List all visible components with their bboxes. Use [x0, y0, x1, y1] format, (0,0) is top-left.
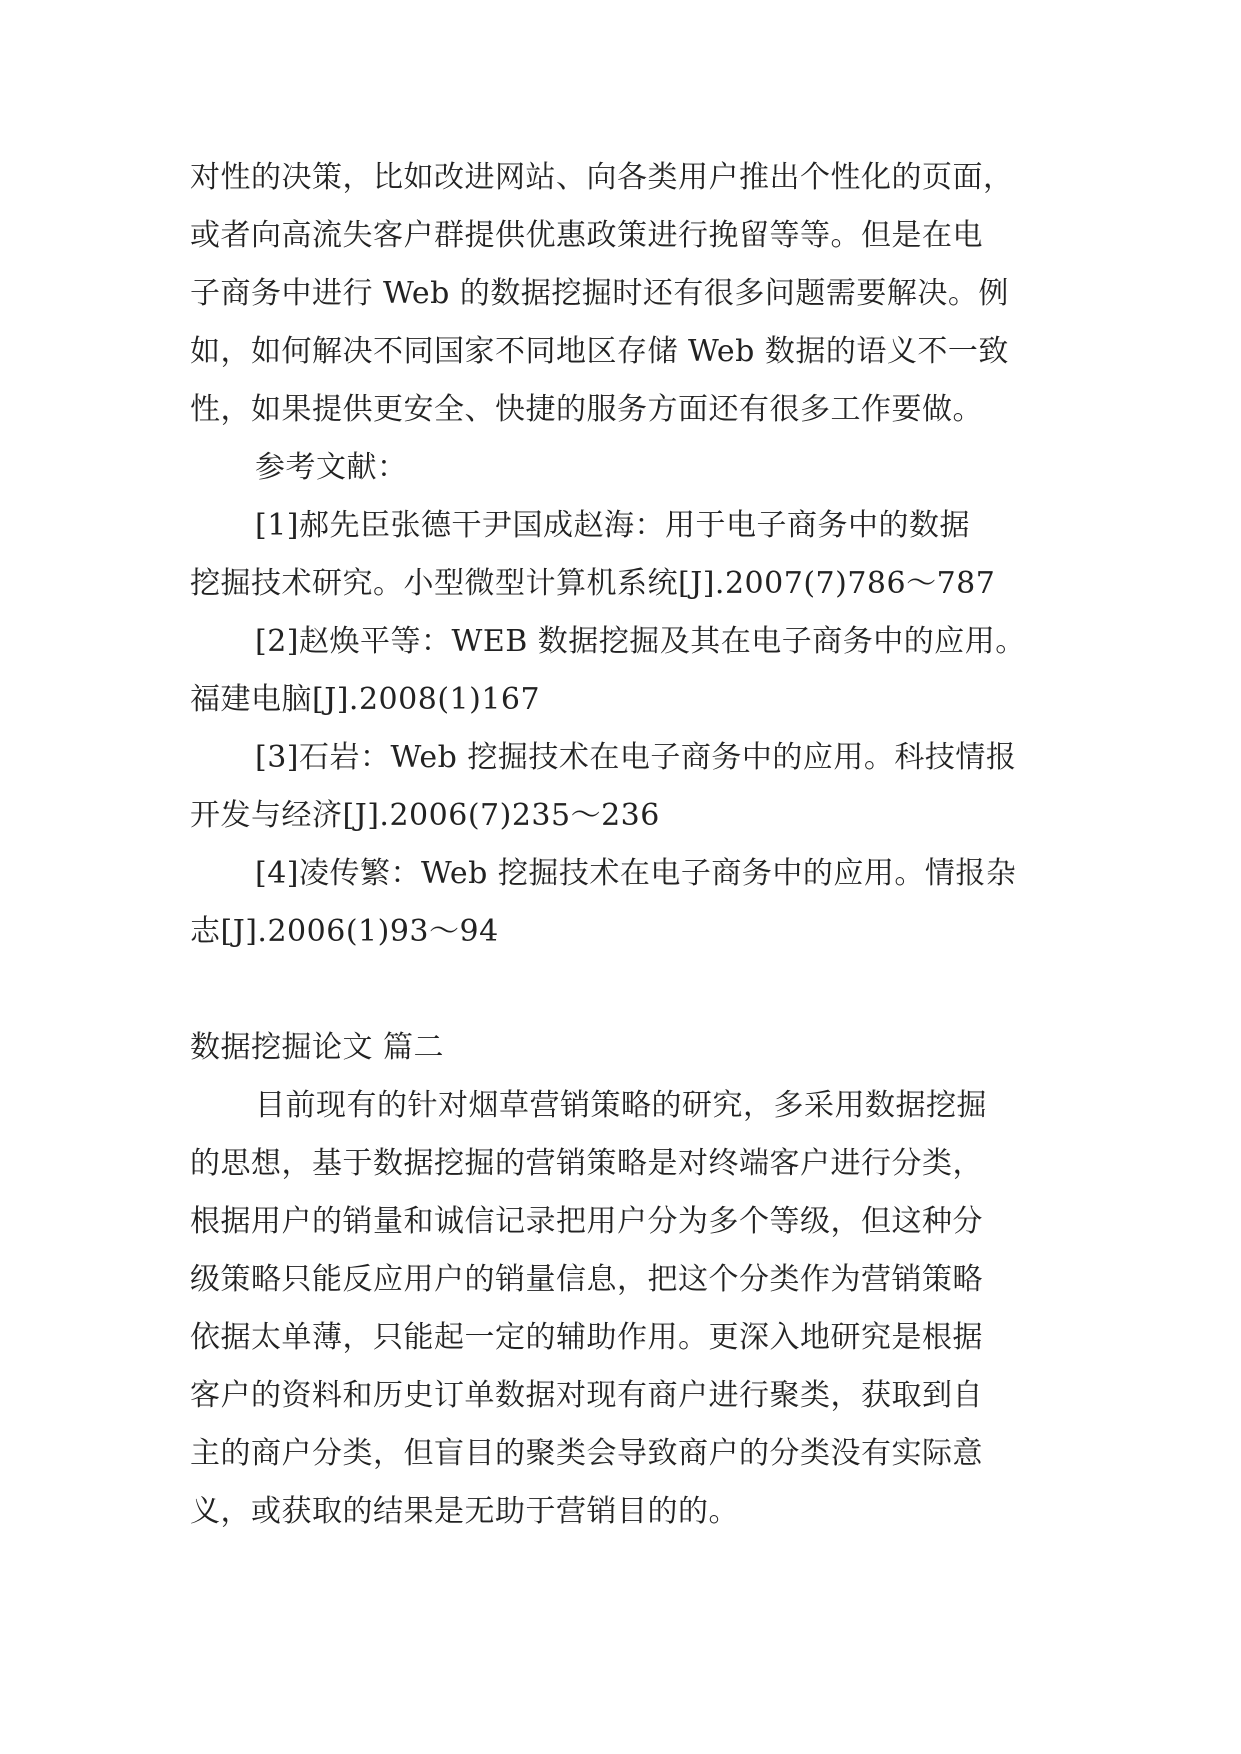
reference-item-continuation: 开发与经济[J].2006(7)235～236 [190, 798, 660, 833]
paragraph-line: 义，或获取的结果是无助于营销目的的。 [190, 1494, 739, 1529]
reference-item-continuation: 福建电脑[J].2008(1)167 [190, 682, 541, 717]
paragraph-line: 级策略只能反应用户的销量信息，把这个分类作为营销策略 [190, 1262, 983, 1297]
reference-item: [2]赵焕平等：WEB 数据挖掘及其在电子商务中的应用。 [255, 624, 1026, 659]
reference-item-continuation: 挖掘技术研究。小型微型计算机系统[J].2007(7)786～787 [190, 566, 996, 601]
references-heading: 参考文献： [255, 450, 408, 485]
paragraph-line: 的思想，基于数据挖掘的营销策略是对终端客户进行分类， [190, 1146, 983, 1181]
reference-item: [1]郝先臣张德干尹国成赵海：用于电子商务中的数据 [255, 508, 970, 543]
paragraph-line: 客户的资料和历史订单数据对现有商户进行聚类，获取到自 [190, 1378, 983, 1413]
section-title: 数据挖掘论文 篇二 [190, 1030, 445, 1065]
paragraph-line: 根据用户的销量和诚信记录把用户分为多个等级，但这种分 [190, 1204, 983, 1239]
reference-item: [3]石岩：Web 挖掘技术在电子商务中的应用。科技情报 [255, 740, 1017, 775]
paragraph-line: 对性的决策，比如改进网站、向各类用户推出个性化的页面， [190, 160, 1014, 195]
reference-item-continuation: 志[J].2006(1)93～94 [190, 914, 499, 949]
reference-item: [4]凌传繁：Web 挖掘技术在电子商务中的应用。情报杂 [255, 856, 1017, 891]
paragraph-line: 目前现有的针对烟草营销策略的研究，多采用数据挖掘 [255, 1088, 987, 1123]
paragraph-line: 子商务中进行 Web 的数据挖掘时还有很多问题需要解决。例 [190, 276, 1009, 311]
paragraph-line: 主的商户分类，但盲目的聚类会导致商户的分类没有实际意 [190, 1436, 983, 1471]
paragraph-line: 如，如何解决不同国家不同地区存储 Web 数据的语义不一致 [190, 334, 1009, 369]
paragraph-line: 性，如果提供更安全、快捷的服务方面还有很多工作要做。 [190, 392, 983, 427]
paragraph-line: 或者向高流失客户群提供优惠政策进行挽留等等。但是在电 [190, 218, 983, 253]
paragraph-line: 依据太单薄，只能起一定的辅助作用。更深入地研究是根据 [190, 1320, 983, 1355]
